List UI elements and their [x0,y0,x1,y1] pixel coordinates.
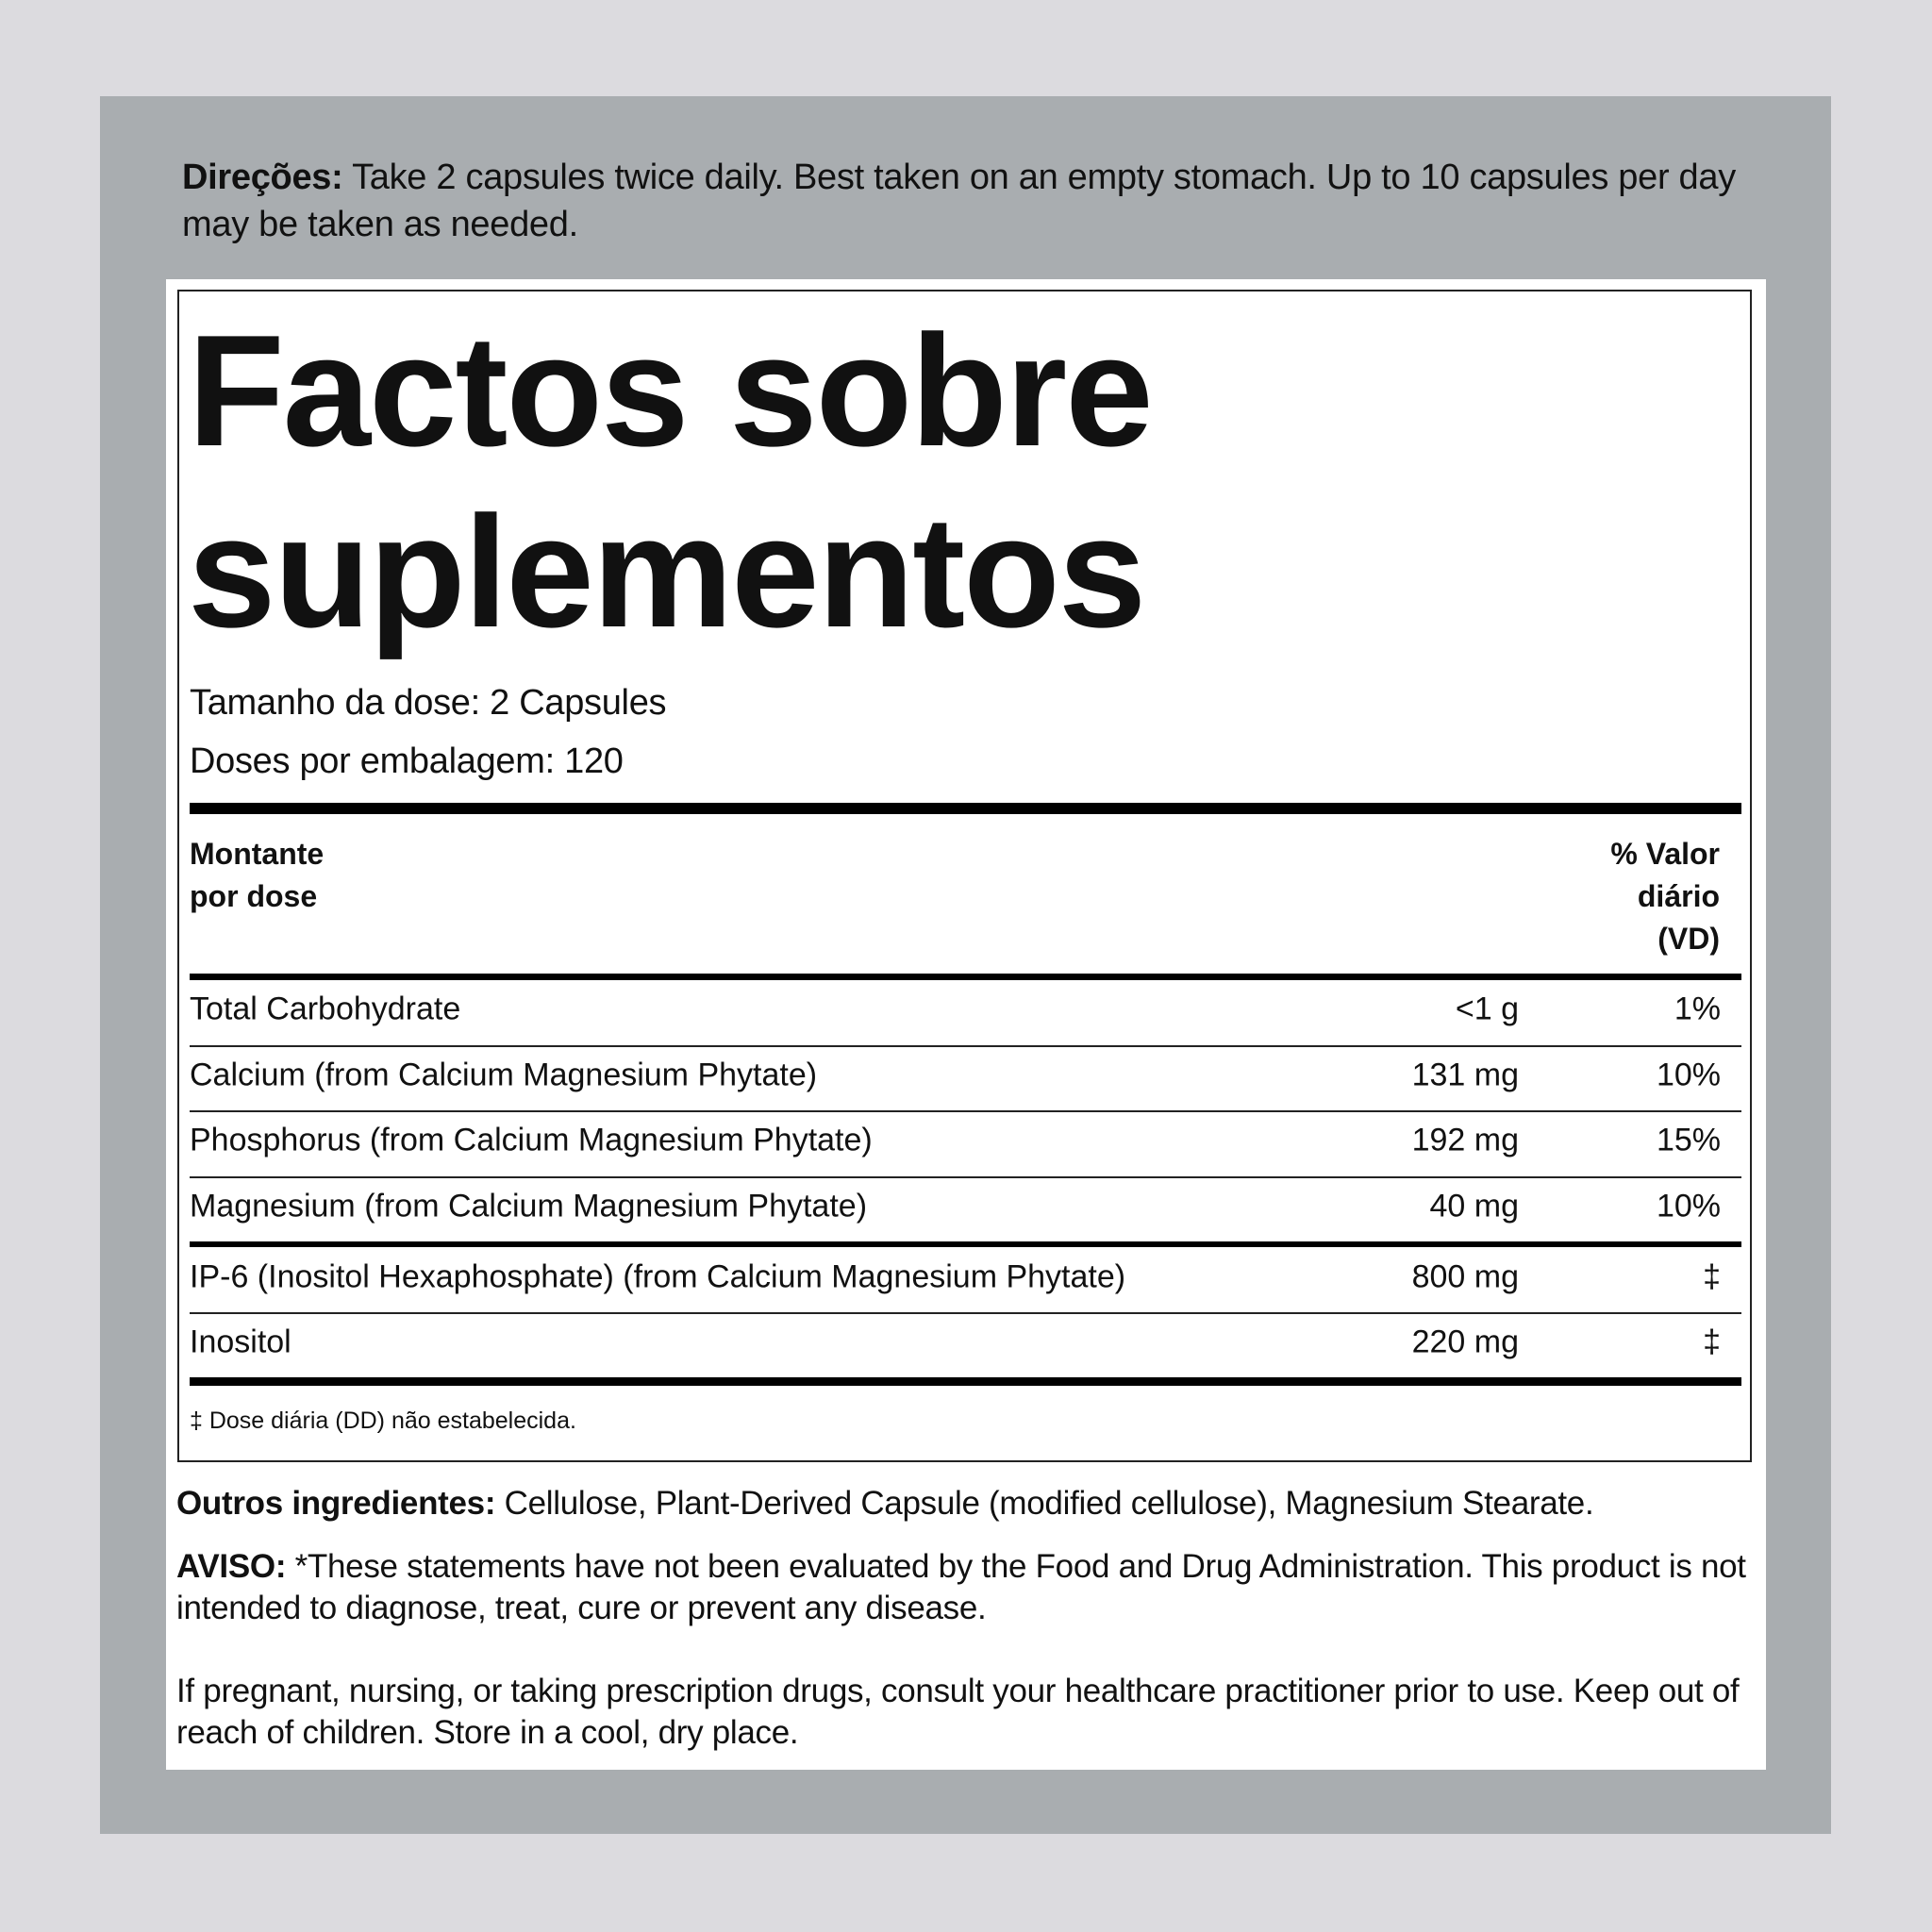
nutrient-amount: <1 g [1455,991,1519,1027]
servings-per-container: Doses por embalagem: 120 [190,741,624,781]
other-ingredients-body: Cellulose, Plant-Derived Capsule (modified cellulose), Magnesium Stearate. [495,1485,1594,1522]
nutrient-name: Phosphorus (from Calcium Magnesium Phytate) [190,1122,873,1158]
nutrient-daily-value: 15% [1656,1122,1721,1158]
supplement-facts-title: Factos sobre suplementos [188,302,1152,660]
warning-label: AVISO: [176,1548,287,1585]
amount-header-line2: por dose [190,879,318,913]
nutrient-row [190,1043,1741,1108]
daily-value-header [1610,833,1720,960]
nutrient-amount: 192 mg [1411,1122,1519,1158]
directions-text [182,154,1767,248]
other-ingredients [176,1483,1771,1524]
nutrient-row [190,1108,1741,1173]
nutrient-name: Total Carbohydrate [190,991,461,1027]
nutrient-row [190,1245,1741,1309]
nutrient-amount: 800 mg [1411,1258,1519,1295]
nutrient-amount: 131 mg [1411,1057,1519,1093]
warning-body: *These statements have not been evaluated by the Food and Drug Administration. This product is not intended to diagnose, treat, cure or prevent any disease. [176,1548,1746,1626]
nutrient-name: Calcium (from Calcium Magnesium Phytate) [190,1057,818,1093]
nutrient-name: IP-6 (Inositol Hexaphosphate) (from Calcium Magnesium Phytate) [190,1258,1126,1295]
directions-body: Take 2 capsules twice daily. Best taken on an empty stomach. Up to 10 capsules per day may be taken as needed. [182,158,1736,244]
dv-header-line1: % Valor [1610,837,1720,871]
dv-header-line3: (VD) [1657,922,1720,956]
nutrient-name: Magnesium (from Calcium Magnesium Phytate) [190,1188,868,1224]
nutrient-name: Inositol [190,1324,291,1360]
nutrient-amount: 220 mg [1411,1324,1519,1360]
amount-header-line1: Montante [190,837,325,871]
caution-text: If pregnant, nursing, or taking prescription drugs, consult your healthcare practitioner prior to use. Keep out of reach of children. Store in a cool, dry place. [176,1673,1740,1751]
thick-divider-bottom [190,1377,1741,1386]
nutrient-daily-value: 1% [1674,991,1721,1027]
amount-per-serving-header [190,833,324,918]
dv-header-line2: diário [1637,879,1720,913]
nutrient-row [190,977,1741,1041]
nutrient-row [190,1174,1741,1239]
serving-size: Tamanho da dose: 2 Capsules [190,683,667,723]
nutrient-daily-value: 10% [1656,1057,1721,1093]
directions-label: Direções: [182,158,343,197]
nutrient-row [190,1310,1741,1374]
nutrient-amount: 40 mg [1429,1188,1519,1224]
nutrient-daily-value: 10% [1656,1188,1721,1224]
other-ingredients-label: Outros ingredientes: [176,1485,496,1522]
nutrient-daily-value: ‡ [1703,1258,1721,1295]
footnote: ‡ Dose diária (DD) não estabelecida. [190,1407,576,1434]
thick-divider-top [190,803,1741,814]
warning [176,1546,1771,1629]
nutrient-daily-value: ‡ [1703,1324,1721,1360]
